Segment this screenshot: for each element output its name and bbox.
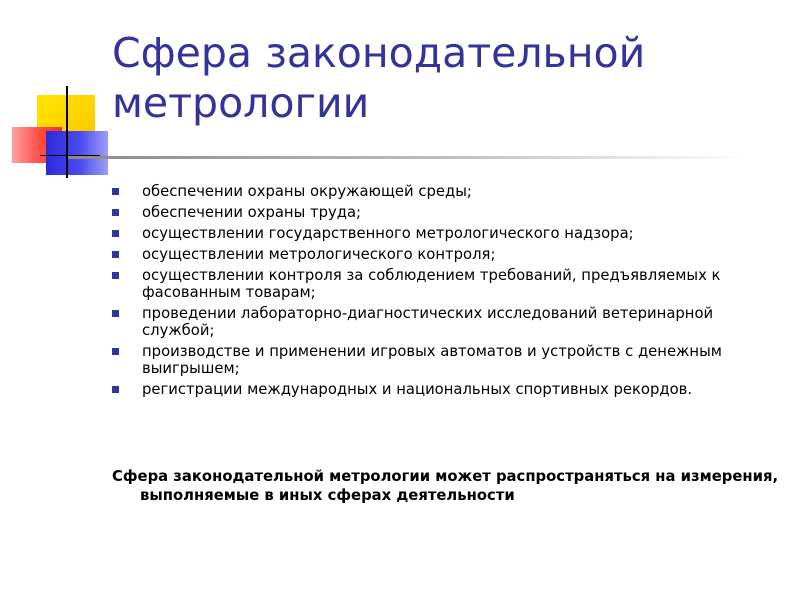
bullet-text: обеспечении охраны труда;	[142, 204, 362, 221]
bullet-text: осуществлении метрологического контроля;	[142, 246, 496, 263]
square-bullet-icon	[112, 348, 119, 355]
footer-note: Сфера законодательной метрологии может распространяться на измерения, выполняемые в иных сферах деятельности	[112, 468, 779, 504]
slide-title: Сфера законодательной метрологии	[112, 29, 646, 127]
bullet-item	[112, 183, 752, 200]
bullet-item	[112, 267, 752, 301]
bullet-item	[112, 343, 752, 377]
square-bullet-icon	[112, 188, 119, 195]
square-bullet-icon	[112, 272, 119, 279]
bullet-text: осуществлении государственного метрологического надзора;	[142, 225, 634, 242]
bullet-text: производстве и применении игровых автоматов и устройств с денежным выигрышем;	[142, 343, 722, 377]
decor-vertical-line	[66, 86, 68, 178]
square-bullet-icon	[112, 310, 119, 317]
bullet-item	[112, 305, 752, 339]
title-underline	[68, 156, 748, 159]
bullet-list	[112, 183, 752, 402]
bullet-text: проведении лабораторно-диагностических исследований ветеринарной службой;	[142, 305, 714, 339]
decor-blue-square	[46, 131, 108, 175]
square-bullet-icon	[112, 251, 119, 258]
bullet-item	[112, 204, 752, 221]
square-bullet-icon	[112, 386, 119, 393]
square-bullet-icon	[112, 209, 119, 216]
square-bullet-icon	[112, 230, 119, 237]
bullet-text: регистрации международных и национальных спортивных рекордов.	[142, 381, 693, 398]
bullet-item	[112, 246, 752, 263]
bullet-text: осуществлении контроля за соблюдением требований, предъявляемых к фасованным товарам;	[142, 267, 721, 301]
bullet-item	[112, 225, 752, 242]
bullet-text: обеспечении охраны окружающей среды;	[142, 183, 472, 200]
bullet-item	[112, 381, 752, 398]
